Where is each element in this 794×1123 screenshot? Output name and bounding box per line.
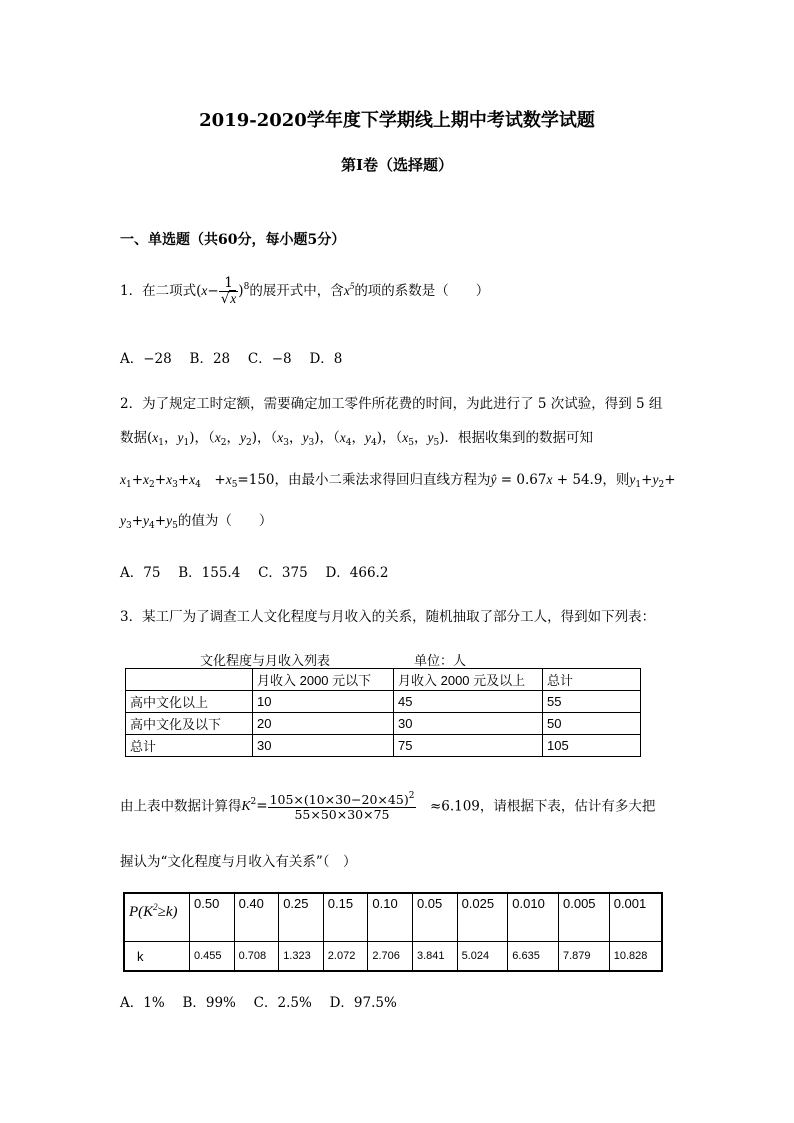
table-cell: 75 bbox=[394, 735, 543, 757]
table-cell: 7.879 bbox=[559, 942, 610, 972]
table-cell: 2.072 bbox=[323, 942, 368, 972]
q2-line3 bbox=[120, 468, 676, 490]
x5-term: $x^5$ bbox=[343, 280, 355, 298]
table-cell: 55 bbox=[543, 691, 641, 713]
table-unit: 单位：人 bbox=[414, 653, 467, 668]
regression-equation: ŷ = 0.67x + 54.9 bbox=[490, 472, 603, 488]
q3-calc-line2: 握认为“文化程度与月收入有关系”（ ） bbox=[120, 854, 357, 870]
table-cell: 5.024 bbox=[457, 942, 508, 972]
k-squared-formula: $K^2=$ $\frac{105\times(10\times 30-20\times 45)^2}{55\times 50\times 30\times 75}$ bbox=[241, 791, 415, 822]
table-cell: 50 bbox=[543, 713, 641, 735]
table-cell: 0.005 bbox=[559, 893, 610, 942]
table-cell bbox=[126, 669, 253, 691]
q2-line3-mid: =150，由最小二乘法求得回归直线方程为 bbox=[237, 472, 491, 488]
q2-line2 bbox=[120, 426, 593, 448]
p-value-row bbox=[124, 893, 662, 942]
table-cell: 0.50 bbox=[190, 893, 235, 942]
question-1 bbox=[120, 276, 489, 307]
table-cell: 0.455 bbox=[190, 942, 235, 972]
q2-line2-prefix: 数据 bbox=[120, 430, 147, 446]
y-sum-start: $y_1+y_2+$ bbox=[629, 472, 676, 490]
q2-line3-end: ，则 bbox=[602, 472, 630, 488]
q1-suffix2: 的项的系数是（ ） bbox=[354, 282, 490, 299]
table-cell: 30 bbox=[253, 735, 394, 757]
table-cell: 30 bbox=[394, 713, 543, 735]
q2-line2-suffix: ．根据收集到的数据可知 bbox=[444, 430, 594, 446]
table-cell: 105 bbox=[543, 735, 641, 757]
table-row bbox=[126, 735, 641, 757]
table-cell: 0.708 bbox=[234, 942, 279, 972]
table-cell: 1.323 bbox=[279, 942, 324, 972]
table-cell: 月收入 2000 元以下 bbox=[253, 669, 394, 691]
table-cell: 6.635 bbox=[508, 942, 559, 972]
table-cell: 0.001 bbox=[609, 893, 662, 942]
table-cell: 10 bbox=[253, 691, 394, 713]
table-cell: 20 bbox=[253, 713, 394, 735]
table-caption: 文化程度与月收入列表 bbox=[200, 653, 331, 668]
table-cell: 0.10 bbox=[368, 893, 413, 942]
table-cell: 2.706 bbox=[368, 942, 413, 972]
q2-line4-suffix: 的值为（ ） bbox=[177, 513, 273, 529]
q2-options: A．75 B．155.4 C．375 D．466.2 bbox=[120, 565, 389, 581]
exam-subtitle: 第I卷（选择题） bbox=[340, 156, 454, 174]
income-table bbox=[125, 668, 641, 757]
table-cell: 0.25 bbox=[279, 893, 324, 942]
q1-prefix: 1．在二项式 bbox=[120, 282, 197, 299]
table-cell: 0.05 bbox=[412, 893, 457, 942]
q1-suffix: 的展开式中，含 bbox=[249, 282, 344, 299]
table-cell: 3.841 bbox=[412, 942, 457, 972]
table-header-row bbox=[126, 669, 641, 691]
table-cell: 10.828 bbox=[609, 942, 662, 972]
data-pairs: ($x_1$，$y_1$)，（$x_2$，$y_2$)，（$x_3$，$y_3$)，（$x_4$，$y_4$)，（$x_5$，$y_5$) bbox=[147, 430, 445, 448]
q3-options: A．1% B．99% C．2.5% D．97.5% bbox=[120, 995, 397, 1011]
table-row bbox=[126, 691, 641, 713]
exam-title: 2019-2020学年度下学期线上期中考试数学试题 bbox=[199, 110, 595, 131]
table-cell: 0.40 bbox=[234, 893, 279, 942]
table-cell: 总计 bbox=[126, 735, 253, 757]
table-cell: 高中文化以上 bbox=[126, 691, 253, 713]
table-cell: 月收入 2000 元及以上 bbox=[394, 669, 543, 691]
p-label-cell: $P(K^2\ge k)$ bbox=[124, 893, 190, 942]
section-heading: 一、单选题（共60分，每小题5分） bbox=[120, 232, 346, 248]
q2-line4 bbox=[120, 509, 272, 531]
y-sum-end: $y_3+y_4+y_5$ bbox=[120, 513, 178, 531]
table-cell: 总计 bbox=[543, 669, 641, 691]
q3-calc bbox=[120, 792, 655, 822]
q2-line1: 2．为了规定工时定额，需要确定加工零件所花费的时间，为此进行了 5 次试验，得到 5 组 bbox=[120, 396, 663, 412]
binomial-expression: (x− $\frac{1}{√x}$ )$^8$ bbox=[196, 275, 250, 307]
table-cell: 高中文化及以下 bbox=[126, 713, 253, 735]
q3-calc-result: ≈6.109，请根据下表，估计有多大把 bbox=[429, 798, 656, 815]
chi-square-table bbox=[123, 892, 663, 972]
q3-calc-prefix: 由上表中数据计算得 bbox=[120, 798, 242, 815]
q1-options: A．−28 B．28 C．−8 D．8 bbox=[120, 351, 343, 367]
table-cell: 0.025 bbox=[457, 893, 508, 942]
table-cell: 0.010 bbox=[508, 893, 559, 942]
table-cell: 0.15 bbox=[323, 893, 368, 942]
table-cell: 45 bbox=[394, 691, 543, 713]
q3-line1: 3．某工厂为了调查工人文化程度与月收入的关系，随机抽取了部分工人，得到如下列表： bbox=[120, 609, 656, 625]
x-sum: $x_1+x_2+x_3+x_4$ $+x_5$ bbox=[120, 472, 238, 490]
k-value-row bbox=[124, 942, 662, 972]
k-label-cell: k bbox=[124, 942, 190, 972]
table-row bbox=[126, 713, 641, 735]
